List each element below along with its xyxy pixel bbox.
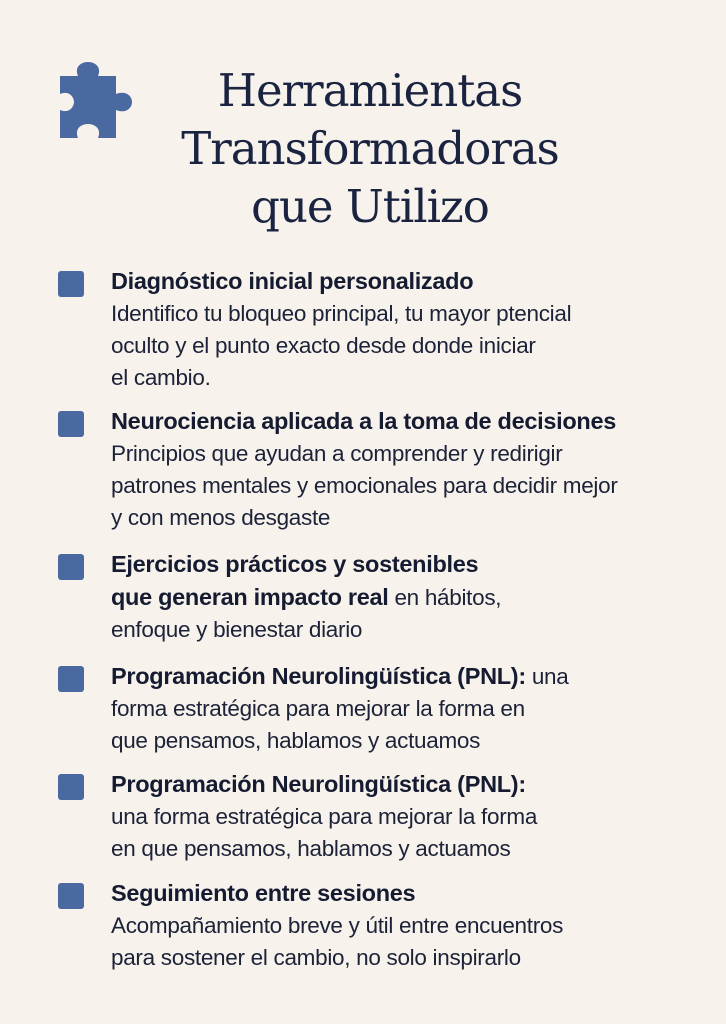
text-line <box>111 910 711 942</box>
item-text <box>111 768 711 865</box>
text-line <box>111 330 711 362</box>
item-text <box>111 405 711 534</box>
item-description: Identifico tu bloqueo principal, tu mayor ptencial <box>111 301 572 326</box>
text-line <box>111 660 711 693</box>
item-description: forma estratégica para mejorar la forma en <box>111 696 525 721</box>
text-line <box>111 470 711 502</box>
item-description: en que pensamos, hablamos y actuamos <box>111 836 511 861</box>
text-line <box>111 438 711 470</box>
item-text <box>111 548 711 646</box>
title-line: que Utilizo <box>251 180 489 233</box>
item-heading: Seguimiento entre sesiones <box>111 880 416 906</box>
text-line <box>111 725 711 757</box>
square-bullet-icon <box>58 666 84 692</box>
square-bullet-icon <box>58 554 84 580</box>
item-heading: que generan impacto real <box>111 584 389 610</box>
item-heading: Programación Neurolingüística (PNL): <box>111 771 526 797</box>
item-heading: Diagnóstico inicial personalizado <box>111 268 474 294</box>
item-description: para sostener el cambio, no solo inspirarlo <box>111 945 521 970</box>
page-title <box>140 62 600 236</box>
square-bullet-icon <box>58 774 84 800</box>
item-description: el cambio. <box>111 365 211 390</box>
text-line <box>111 298 711 330</box>
text-line <box>111 405 711 438</box>
item-text <box>111 877 711 974</box>
square-bullet-icon <box>58 411 84 437</box>
item-description: patrones mentales y emocionales para decidir mejor <box>111 473 618 498</box>
square-bullet-icon <box>58 883 84 909</box>
item-description: en hábitos, <box>388 585 502 610</box>
text-line <box>111 614 711 646</box>
text-line <box>111 581 711 614</box>
text-line <box>111 502 711 534</box>
item-description: y con menos desgaste <box>111 505 331 530</box>
item-text <box>111 660 711 757</box>
item-heading: Programación Neurolingüística (PNL): <box>111 663 526 689</box>
text-line <box>111 265 711 298</box>
text-line <box>111 877 711 910</box>
text-line <box>111 362 711 394</box>
text-line <box>111 693 711 725</box>
puzzle-piece-icon <box>56 62 132 140</box>
item-description: Acompañamiento breve y útil entre encuentros <box>111 913 564 938</box>
text-line <box>111 942 711 974</box>
title-line: Transformadoras <box>181 122 559 175</box>
title-line: Herramientas <box>217 64 523 117</box>
item-description: Principios que ayudan a comprender y redirigir <box>111 441 563 466</box>
text-line <box>111 548 711 581</box>
item-heading: Ejercicios prácticos y sostenibles <box>111 551 479 577</box>
item-text <box>111 265 711 394</box>
item-description: que pensamos, hablamos y actuamos <box>111 728 481 753</box>
text-line <box>111 768 711 801</box>
text-line <box>111 801 711 833</box>
item-description: una forma estratégica para mejorar la forma <box>111 804 538 829</box>
square-bullet-icon <box>58 271 84 297</box>
item-heading: Neurociencia aplicada a la toma de decisiones <box>111 408 617 434</box>
item-description: una <box>525 664 569 689</box>
item-description: enfoque y bienestar diario <box>111 617 363 642</box>
text-line <box>111 833 711 865</box>
item-description: oculto y el punto exacto desde donde iniciar <box>111 333 536 358</box>
